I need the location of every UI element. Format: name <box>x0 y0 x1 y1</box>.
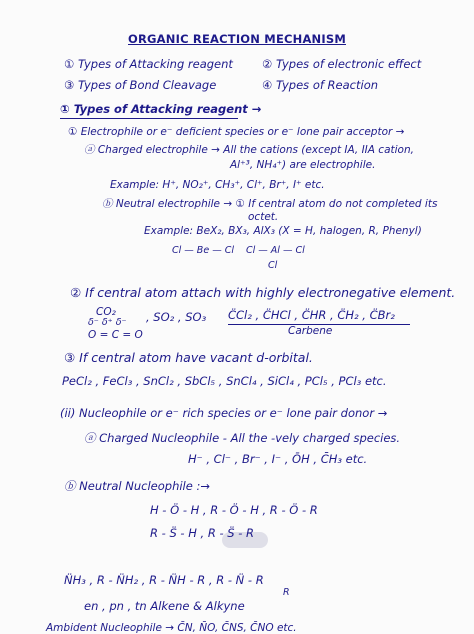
nucleophile-sulfur-row: R - S̈ - H , R - S̈ - R <box>150 526 255 540</box>
case2-statement: ② If central atom attach with highly electronegative element. <box>70 285 456 300</box>
neutral-electrophile-line1: ⓑ Neutral electrophile → ① If central atom do not completed its <box>102 198 438 210</box>
co2-label: CO₂ <box>96 306 116 318</box>
carbene-label: Carbene <box>288 325 333 337</box>
nucleophile-nitrogen-substituent: R <box>283 587 290 598</box>
structure-becl2: Cl — Be — Cl <box>172 245 234 256</box>
nucleophile-nitrogen-row: N̈H₃ , R - N̈H₂ , R - N̈H - R , R - N̈ - R <box>64 573 264 587</box>
case3-list: PeCl₂ , FeCl₃ , SnCl₂ , SbCl₅ , SnCl₄ , SiCl₄ , PCl₅ , PCl₃ etc. <box>62 374 387 388</box>
neutral-electrophile-line2: octet. <box>248 211 279 223</box>
toc-item-4: ④ Types of Reaction <box>262 78 379 92</box>
heading-underline <box>60 118 238 119</box>
charged-electrophile-line2: Al⁺³, NH₄⁺) are electrophile. <box>230 159 376 171</box>
structure-alcl3-substituent: Cl <box>268 260 278 271</box>
section-heading-attacking-reagent: ① Types of Attacking reagent → <box>60 102 262 116</box>
charged-electrophile-example: Example: H⁺, NO₂⁺, CH₃⁺, Cl⁺, Br⁺, I⁺ etc. <box>110 179 325 191</box>
charged-nucleophile-list: H⁻ , Cl⁻ , Br⁻ , I⁻ , ŌH , C̄H₃ etc. <box>188 452 368 466</box>
toc-item-1: ① Types of Attacking reagent <box>64 57 233 71</box>
co2-structure: O = C = O <box>88 329 143 341</box>
nucleophile-ligands-row: en , pn , tn Alkene & Alkyne <box>84 599 245 613</box>
toc-item-2: ② Types of electronic effect <box>262 57 422 71</box>
neutral-electrophile-example: Example: BeX₂, BX₃, AlX₃ (X = H, halogen, R, Phenyl) <box>144 225 422 237</box>
neutral-nucleophile: ⓑ Neutral Nucleophile :→ <box>64 479 210 493</box>
carbene-list: C̈Cl₂ , C̈HCl , C̈HR , C̈H₂ , C̈Br₂ <box>228 308 395 322</box>
nucleophile-oxygen-row: H - Ö - H , R - Ö - H , R - Ö - R <box>150 503 318 517</box>
charged-nucleophile: ⓐ Charged Nucleophile - All the -vely charged species. <box>84 431 401 445</box>
charged-electrophile-line1: ⓐ Charged electrophile → All the cations (except IA, IIA cation, <box>84 144 414 156</box>
electrophile-definition: ① Electrophile or e⁻ deficient species or e⁻ lone pair acceptor → <box>68 126 405 138</box>
case3-statement: ③ If central atom have vacant d-orbital. <box>64 350 313 365</box>
case2-oxides: , SO₂ , SO₃ <box>146 310 207 324</box>
toc-item-3: ③ Types of Bond Cleavage <box>64 78 217 92</box>
page-title: ORGANIC REACTION MECHANISM <box>128 32 346 46</box>
nucleophile-definition: (ii) Nucleophile or e⁻ rich species or e⁻ lone pair donor → <box>60 406 388 420</box>
ambident-nucleophile: Ambident Nucleophile → C̄N, N̄O, C̄NS, C̄NO etc. <box>46 622 297 634</box>
co2-partial-charges: δ⁻ δ⁺ δ⁻ <box>88 317 127 328</box>
structure-alcl3: Cl — Al — Cl <box>246 245 305 256</box>
